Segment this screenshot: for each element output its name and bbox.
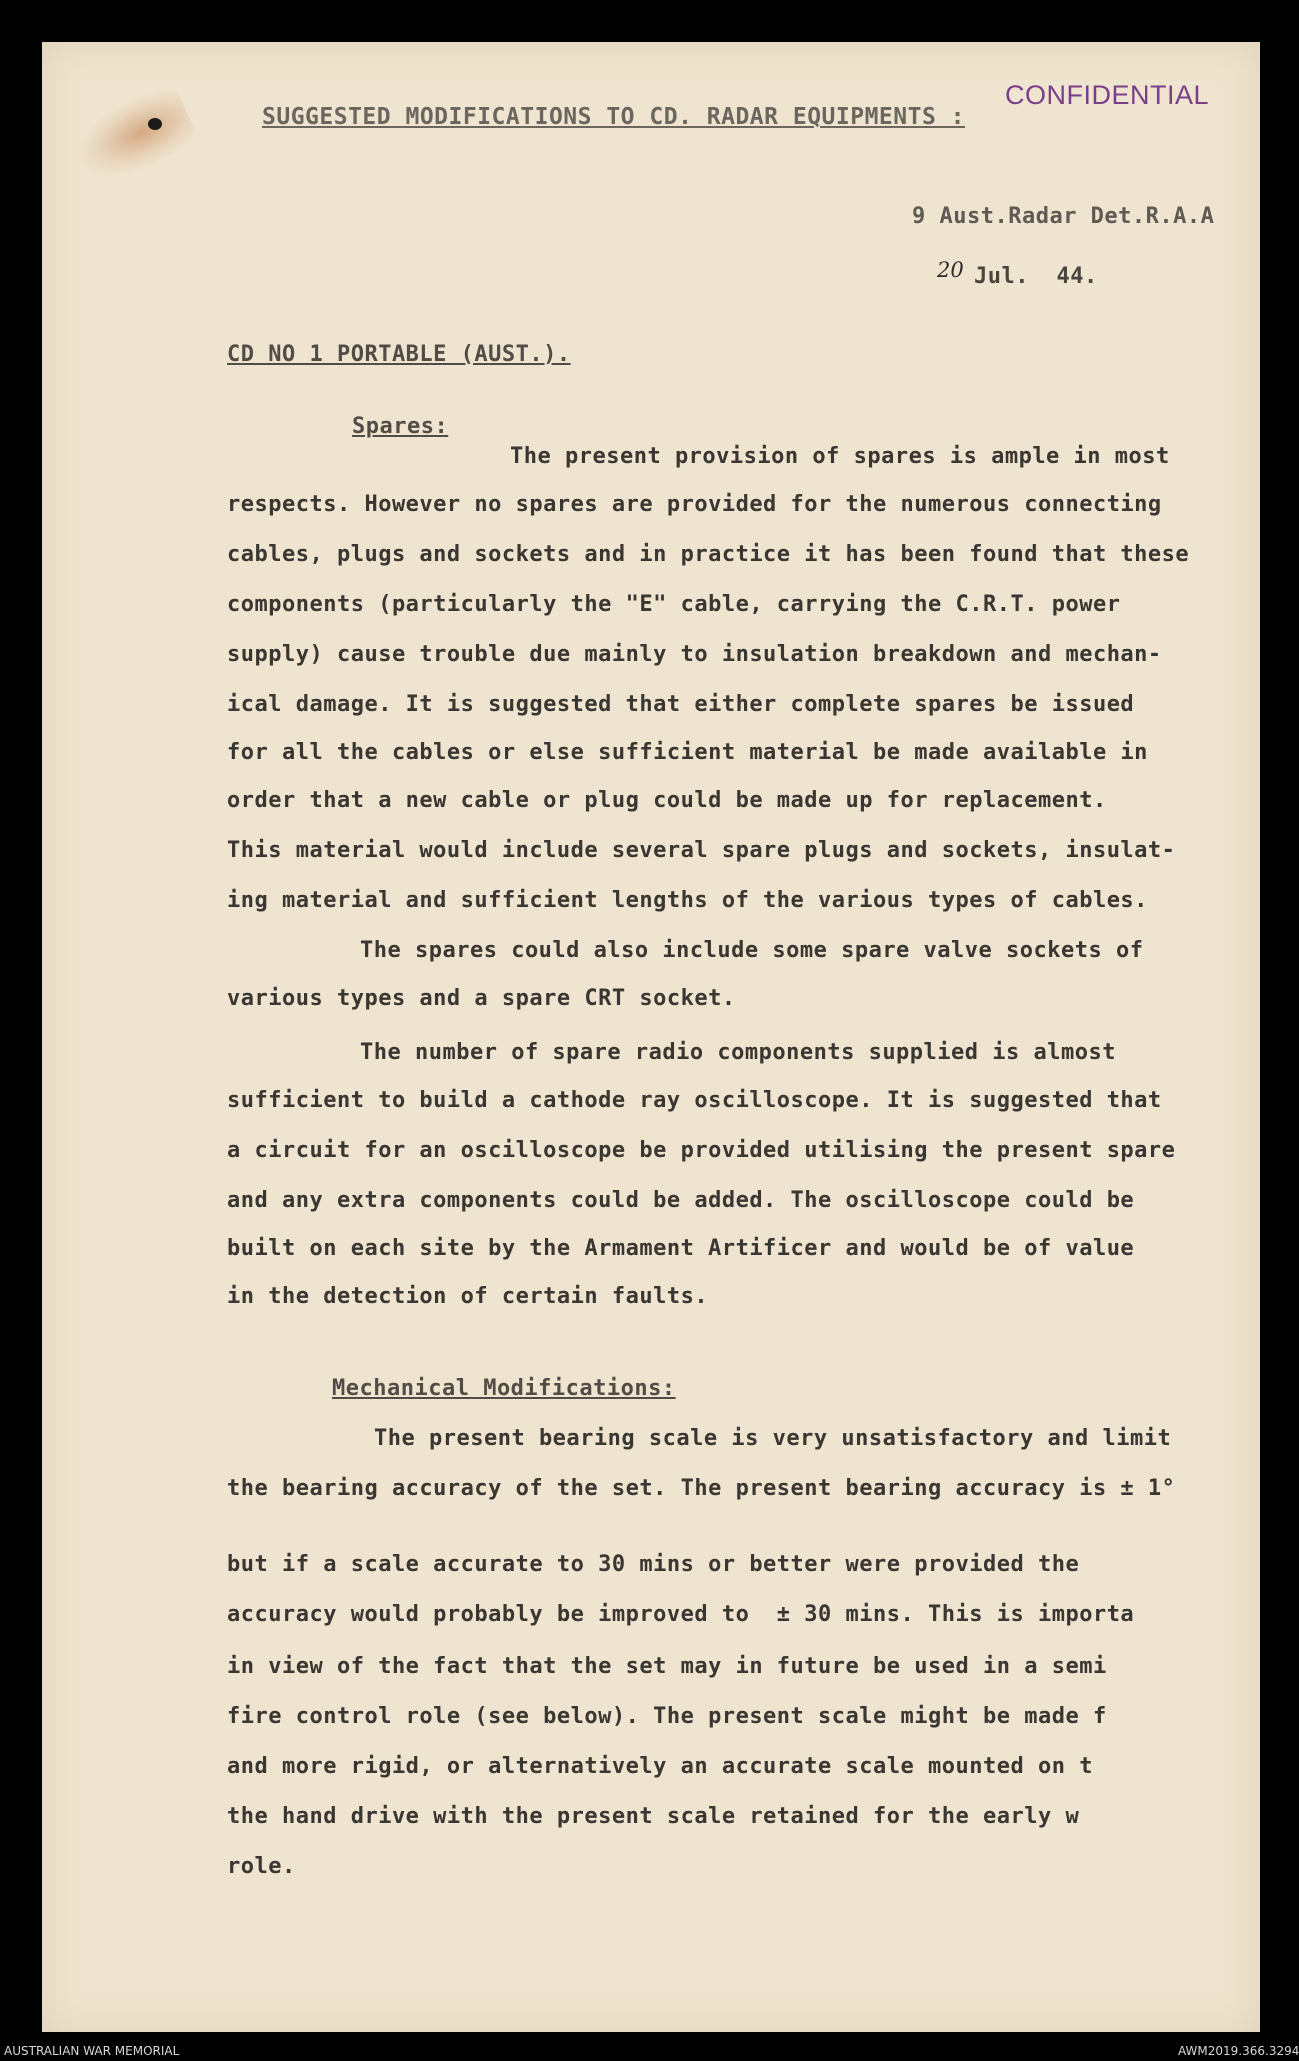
body-line: various types and a spare CRT socket. bbox=[227, 986, 736, 1011]
body-line: cables, plugs and sockets and in practice it has been found that these bbox=[227, 542, 1190, 567]
rust-stain bbox=[63, 80, 201, 194]
typed-date: Jul. 44. bbox=[974, 264, 1098, 289]
body-line: ing material and sufficient lengths of the various types of cables. bbox=[227, 888, 1148, 913]
footer-accession-number: AWM2019.366.3294 bbox=[1178, 2044, 1299, 2058]
body-line: ical damage. It is suggested that either complete spares be issued bbox=[227, 692, 1135, 717]
body-line: built on each site by the Armament Artificer and would be of value bbox=[227, 1236, 1135, 1261]
punch-hole-mark bbox=[148, 118, 162, 130]
document-page bbox=[42, 42, 1260, 2032]
footer-institution: AUSTRALIAN WAR MEMORIAL bbox=[4, 2044, 180, 2058]
body-line: the hand drive with the present scale retained for the early w bbox=[227, 1804, 1080, 1829]
handwritten-day: 20 bbox=[937, 258, 964, 282]
body-line: for all the cables or else sufficient material be made available in bbox=[227, 740, 1148, 765]
document-heading: SUGGESTED MODIFICATIONS TO CD. RADAR EQUIPMENTS : bbox=[262, 104, 966, 130]
body-line: components (particularly the "E" cable, carrying the C.R.T. power bbox=[227, 592, 1121, 617]
body-line: supply) cause trouble due mainly to insulation breakdown and mechan- bbox=[227, 642, 1162, 667]
body-line: This material would include several spare plugs and sockets, insulat- bbox=[227, 838, 1176, 863]
body-line: accuracy would probably be improved to ± 30 mins. This is importa bbox=[227, 1602, 1135, 1627]
unit-designation: 9 Aust.Radar Det.R.A.A bbox=[912, 204, 1215, 229]
body-line: The number of spare radio components supplied is almost bbox=[360, 1040, 1116, 1065]
mechanical-heading: Mechanical Modifications: bbox=[332, 1376, 676, 1401]
body-line: in view of the fact that the set may in future be used in a semi bbox=[227, 1654, 1107, 1679]
body-line: respects. However no spares are provided for the numerous connecting bbox=[227, 492, 1162, 517]
body-line: role. bbox=[227, 1854, 296, 1879]
body-line: and more rigid, or alternatively an accurate scale mounted on t bbox=[227, 1754, 1093, 1779]
spares-heading: Spares: bbox=[352, 414, 449, 439]
confidential-stamp: CONFIDENTIAL bbox=[1005, 80, 1210, 110]
body-line: The present bearing scale is very unsatisfactory and limit bbox=[374, 1426, 1172, 1451]
body-line: but if a scale accurate to 30 mins or better were provided the bbox=[227, 1552, 1080, 1577]
body-line: sufficient to build a cathode ray oscilloscope. It is suggested that bbox=[227, 1088, 1162, 1113]
body-line: in the detection of certain faults. bbox=[227, 1284, 709, 1309]
body-line: fire control role (see below). The present scale might be made f bbox=[227, 1704, 1107, 1729]
body-line: order that a new cable or plug could be made up for replacement. bbox=[227, 788, 1107, 813]
body-line: a circuit for an oscilloscope be provided utilising the present spare bbox=[227, 1138, 1176, 1163]
section-title: CD NO 1 PORTABLE (AUST.). bbox=[227, 342, 571, 367]
body-line: The spares could also include some spare valve sockets of bbox=[360, 938, 1144, 963]
body-line: the bearing accuracy of the set. The present bearing accuracy is ± 1° bbox=[227, 1476, 1176, 1501]
body-line: and any extra components could be added. The oscilloscope could be bbox=[227, 1188, 1135, 1213]
body-line: The present provision of spares is ample in most bbox=[510, 444, 1170, 469]
